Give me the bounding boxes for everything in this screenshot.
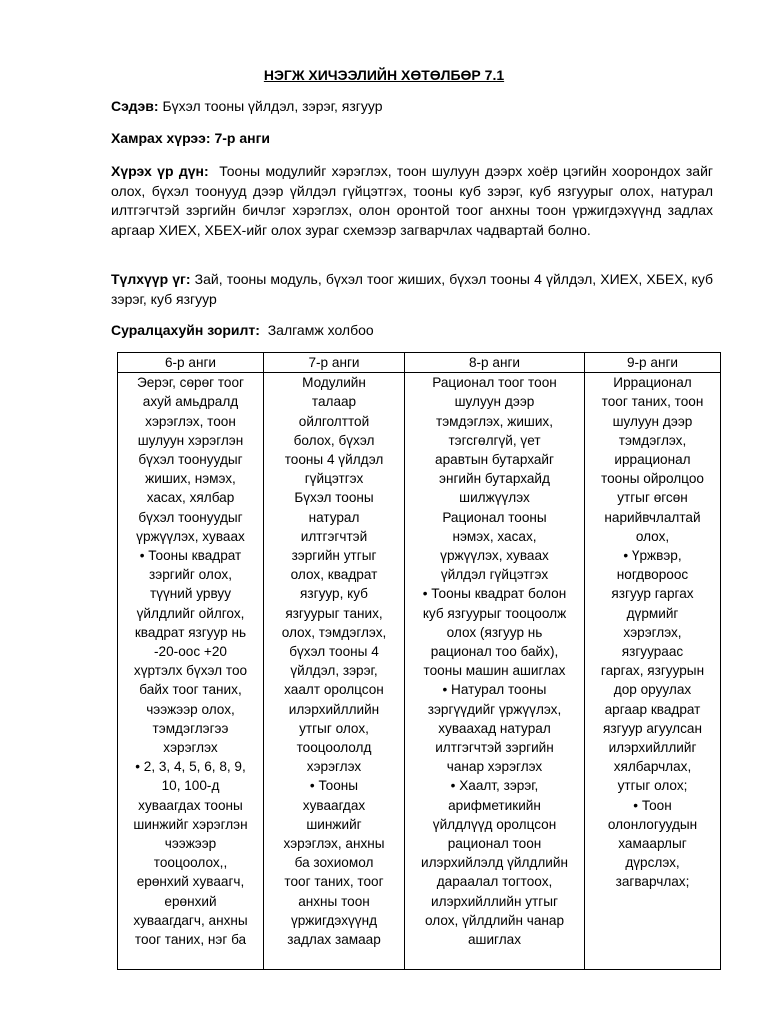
cell-text-line: олонлогуудын (607, 816, 698, 832)
topic-label: Сэдэв: (111, 98, 159, 114)
cell-text-line: ашиглах (467, 932, 521, 948)
cell-text-line: дүрслэх, (625, 855, 680, 871)
cell-text-line: илтгэгчтэй (300, 528, 368, 544)
cell-text-line: олох, үйлдлийн чанар (424, 912, 565, 928)
cell-text-line: ерөнхий хуваагч, (136, 874, 245, 890)
cell-text-line: олох, тэмдэглэх, (281, 624, 387, 640)
cell-text-line: тэмдэглэх, жиших, (435, 413, 553, 429)
cell-text-line: бүхэл тоонуудыг (138, 452, 243, 468)
cell-text-line: тэмдэглэгээ (152, 720, 229, 736)
header-grade-6: 6-р анги (118, 353, 264, 373)
cell-grade-6 (118, 373, 264, 970)
cell-text-line: Бүхэл тооны (294, 490, 374, 506)
cell-text-line: хүртэлх бүхэл тоо (133, 663, 248, 679)
cell-text-line: хэрэглэх, анхны (283, 836, 385, 852)
grade-continuity-table (117, 352, 721, 970)
cell-text-line: гаргах, язгуурын (600, 663, 705, 679)
page-title-text: НЭГЖ ХИЧЭЭЛИЙН ХӨТӨЛБӨР 7.1 (263, 67, 505, 83)
cell-text-line: • Тоон (633, 797, 672, 813)
cell-text-line: шинжийг хэрэглэн (133, 816, 248, 832)
cell-text-line: Модулийн (302, 375, 366, 391)
cell-text-line: илтгэгчтэй зэргийн (435, 740, 554, 756)
cell-text-line: рационал тоон (447, 836, 542, 852)
objective-line (111, 321, 713, 341)
cell-text-line: -20-оос +20 (154, 644, 227, 660)
cell-text-line: • Тооны (309, 778, 359, 794)
cell-text-line: тооны машин ашиглах (423, 663, 566, 679)
cell-text-line: загварчлах; (615, 874, 690, 890)
cell-text-line: чанар хэрэглэх (446, 759, 543, 775)
cell-text-line: хуваагдах тооны (138, 797, 243, 813)
cell-text-line: • Үржвэр, (623, 548, 682, 564)
cell-text-line: шулуун хэрэглэн (137, 432, 244, 448)
cell-text-line: хэрэглэх (306, 759, 362, 775)
topic-value: Бүхэл тооны үйлдэл, зэрэг, язгуур (162, 98, 383, 114)
cell-text-line: үйлдлийг ойлгох, (136, 605, 245, 621)
cell-text-line: үржүүлэх, хуваах (440, 548, 549, 564)
cell-text-line: хуваахад натурал (438, 720, 551, 736)
outcome-text: Тооны модулийг хэрэглэх, тоон шулуун дээрх хоёр цэгийн хоорондох зайг олох, бүхэл тоонууд дээр үйлдэл гүйцэтгэх, тооны куб зэрэг, куб язгуурыг олох, натурал илтгэгчтэй зэргийн бичлэг хэрэглэх, олон оронтой тоог анхны тоон үржигдэхүүнд задлах аргаар ХИЕХ, ХБЕХ-ийг олох зураг схемээр загварчлах чадвартай болно. (111, 163, 714, 238)
cell-text-line: болох, бүхэл (293, 432, 375, 448)
cell-text-line: шинжийг (306, 816, 362, 832)
cell-text-line: ойлголттой (298, 413, 370, 429)
cell-text-line: талаар (311, 394, 357, 410)
scope-line (111, 129, 713, 149)
cell-text-line: язгуурыг таних, (285, 605, 383, 621)
cell-text-line: ногдвороос (616, 567, 689, 583)
cell-text-line: байх тоог таних, (139, 682, 242, 698)
cell-text-line: • Тооны квадрат (139, 548, 242, 564)
cell-text-line: • 2, 3, 4, 5, 6, 8, 9, (135, 759, 246, 775)
header-grade-8: 8-р анги (405, 353, 585, 373)
cell-text-line: шилжүүлэх (459, 490, 530, 506)
table-row (118, 373, 721, 970)
cell-text-line: ерөнхий (164, 893, 217, 909)
cell-text-line: үржигдэхүүнд (290, 912, 378, 928)
cell-text-line: шулуун дээр (612, 413, 693, 429)
cell-text-line: үржүүлэх, хуваах (136, 528, 245, 544)
cell-text-line: илэрхийллийн (288, 701, 380, 717)
cell-text-line: гүйцэтгэх (304, 471, 364, 487)
cell-text-line: язгуур, куб (300, 586, 368, 602)
cell-text-line: тоог таних, тоог (284, 874, 384, 890)
cell-text-line: хаалт оролцсон (284, 682, 384, 698)
table-header-row (118, 353, 721, 373)
cell-text-line: хамаарлыг (618, 836, 687, 852)
cell-text-line: ба зохиомол (294, 855, 374, 871)
cell-text-line: олох (язгуур нь (446, 624, 543, 640)
cell-text-line: хэрэглэх, (623, 624, 682, 640)
cell-grade-9 (585, 373, 721, 970)
cell-text-line: куб язгуурыг тооцоолж (422, 605, 567, 621)
cell-text-line: үйлдэл, зэрэг, (290, 663, 378, 679)
keywords-paragraph (111, 270, 713, 309)
cell-text-line: хуваагдах (302, 797, 366, 813)
cell-text-line: тоог таних, нэг ба (134, 932, 247, 948)
cell-text-line: иррационал (614, 452, 691, 468)
cell-text-line: олох, (635, 528, 670, 544)
objective-text: Залгамж холбоо (267, 322, 374, 338)
outcome-paragraph (111, 162, 713, 240)
cell-text-line: тооцоололд (296, 740, 372, 756)
cell-text-line: • Хаалт, зэрэг, (450, 778, 539, 794)
cell-text-line: дүрмийг (626, 605, 679, 621)
cell-text-line: хялбарчлах, (613, 759, 692, 775)
cell-text-line: утгыг өгсөн (617, 490, 688, 506)
cell-text-line: бүхэл тооны 4 (289, 644, 379, 660)
cell-text-line: • Тооны квадрат болон (422, 586, 567, 602)
objective-label: Суралцахуйн зорилт: (111, 322, 260, 338)
cell-text-line: рационал тоо байх), (430, 644, 559, 660)
cell-text-line: Эерэг, сөрөг тоог (136, 375, 245, 391)
cell-text-line: дараалал тогтоох, (436, 874, 553, 890)
cell-text-line: чээжээр (164, 836, 217, 852)
cell-text-line: • Натурал тооны (442, 682, 547, 698)
cell-text-line: язгуураас (621, 644, 684, 660)
cell-text-line: натурал (308, 509, 360, 525)
cell-text-line: тооны ойролцоо (601, 471, 704, 487)
cell-text-line: язгуур гаргах (611, 586, 694, 602)
cell-text-line: задлах замаар (287, 932, 381, 948)
cell-text-line: үйлдэл гүйцэтгэх (440, 567, 549, 583)
cell-text-line: Рационал тоог тоон (432, 375, 557, 391)
cell-text-line: арифметикийн (448, 797, 541, 813)
cell-text-line: утгыг олох; (617, 778, 688, 794)
cell-text-line: зэргийг олох, (149, 567, 232, 583)
cell-text-line: чээжээр олох, (146, 701, 235, 717)
cell-text-line: бүхэл тоонуудыг (138, 509, 243, 525)
cell-text-line: энгийн бутархайд (439, 471, 550, 487)
cell-text-line: квадрат язгуур нь (134, 624, 247, 640)
cell-text-line: утгыг олох, (299, 720, 369, 736)
header-grade-7: 7-р анги (264, 353, 405, 373)
cell-text-line: Иррационал (613, 375, 692, 391)
header-grade-9: 9-р анги (585, 353, 721, 373)
cell-grade-7 (264, 373, 405, 970)
cell-text-line: тоог таних, тоон (601, 394, 704, 410)
cell-text-line: илэрхийллийн утгыг (431, 893, 558, 909)
cell-text-line: тэгсгөлгүй, үет (448, 432, 541, 448)
keywords-label: Түлхүүр үг: (111, 271, 191, 287)
cell-text-line: тооны 4 үйлдэл (284, 452, 384, 468)
scope-label: Хамрах хүрээ: 7-р анги (111, 130, 271, 146)
cell-text-line: зэргийн утгыг (291, 548, 377, 564)
page-title (0, 67, 768, 83)
cell-text-line: илэрхийлэлд үйлдлийн (421, 855, 568, 871)
cell-text-line: Рационал тооны (442, 509, 547, 525)
cell-text-line: илэрхийллийг (608, 740, 697, 756)
cell-text-line: олох, квадрат (290, 567, 378, 583)
cell-text-line: хэрэглэх, тоон (145, 413, 236, 429)
cell-text-line: үйлдлүүд оролцсон (432, 816, 557, 832)
cell-text-line: аравтын бутархайг (435, 452, 554, 468)
cell-text-line: анхны тоон (298, 893, 370, 909)
cell-text-line: зэргүүдийг үржүүлэх, (427, 701, 562, 717)
cell-text-line: нэмэх, хасах, (452, 528, 537, 544)
topic-line (111, 97, 713, 117)
cell-grade-8 (405, 373, 585, 970)
cell-text-line: язгуур агуулсан (603, 720, 702, 736)
cell-text-line: хуваагдагч, анхны (133, 912, 248, 928)
cell-text-line: аргаар квадрат (604, 701, 701, 717)
cell-text-line: ахуй амьдралд (142, 394, 239, 410)
outcome-label: Хүрэх үр дүн: (111, 163, 209, 179)
cell-text-line: тэмдэглэх, (618, 432, 687, 448)
cell-text-line: тооцоолох,, (153, 855, 228, 871)
cell-text-line: шулуун дээр (454, 394, 535, 410)
cell-text-line: 10, 100-д (161, 778, 220, 794)
cell-text-line: хэрэглэх (163, 740, 218, 756)
cell-text-line: дор оруулах (613, 682, 692, 698)
cell-text-line: жиших, нэмэх, (145, 471, 236, 487)
keywords-text: Зай, тооны модуль, бүхэл тоог жиших, бүхэл тооны 4 үйлдэл, ХИЕХ, ХБЕХ, куб зэрэг, куб язгуур (111, 271, 714, 307)
cell-text-line: нарийвчлалтай (604, 509, 701, 525)
cell-text-line: түүний урвуу (149, 586, 231, 602)
cell-text-line: хасах, хялбар (146, 490, 235, 506)
